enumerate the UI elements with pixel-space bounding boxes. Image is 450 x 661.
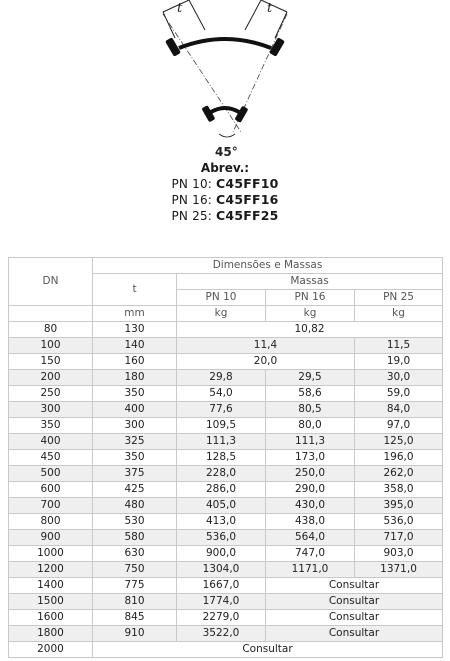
cell-pn25: 903,0 <box>355 546 443 562</box>
cell-dn: 1200 <box>9 562 93 578</box>
cell-pn10: 77,6 <box>177 402 266 418</box>
cell-t: 300 <box>93 418 177 434</box>
table-row <box>9 338 443 354</box>
header-pn10: PN 10 <box>177 290 266 306</box>
header-dn: DN <box>9 258 93 306</box>
cell-pn16: 438,0 <box>266 514 355 530</box>
table-row <box>9 642 443 658</box>
cell-dn: 900 <box>9 530 93 546</box>
cell-t: 910 <box>93 626 177 642</box>
table-row <box>9 498 443 514</box>
header-massas: Massas <box>177 274 443 290</box>
cell-mass-all: 10,82 <box>177 322 443 338</box>
cell-t: 810 <box>93 594 177 610</box>
header-pn25: PN 25 <box>355 290 443 306</box>
cell-pn10: 228,0 <box>177 466 266 482</box>
cell-consultar: Consultar <box>93 642 443 658</box>
cell-dn: 1400 <box>9 578 93 594</box>
cell-t: 580 <box>93 530 177 546</box>
cell-dn: 150 <box>9 354 93 370</box>
cell-dn: 450 <box>9 450 93 466</box>
cell-pn10: 1774,0 <box>177 594 266 610</box>
table-row <box>9 370 443 386</box>
abbreviation-line-pn10: PN 10: C45FF10 <box>171 176 279 191</box>
cell-pn25: 125,0 <box>355 434 443 450</box>
table-row <box>9 514 443 530</box>
cell-pn25: 59,0 <box>355 386 443 402</box>
cell-dn: 600 <box>9 482 93 498</box>
cell-pn10: 536,0 <box>177 530 266 546</box>
cell-dn: 100 <box>9 338 93 354</box>
cell-pn10: 405,0 <box>177 498 266 514</box>
table-row <box>9 450 443 466</box>
cell-dn: 350 <box>9 418 93 434</box>
cell-pn25: 1371,0 <box>355 562 443 578</box>
table-row <box>9 418 443 434</box>
cell-t: 325 <box>93 434 177 450</box>
cell-t: 350 <box>93 386 177 402</box>
cell-dn: 700 <box>9 498 93 514</box>
cell-t: 480 <box>93 498 177 514</box>
table-row <box>9 546 443 562</box>
t-label-right: t <box>267 1 273 16</box>
cell-dn: 1600 <box>9 610 93 626</box>
cell-pn16: 80,0 <box>266 418 355 434</box>
cell-pn25: 196,0 <box>355 450 443 466</box>
table-row <box>9 626 443 642</box>
cell-pn16: 173,0 <box>266 450 355 466</box>
table-body <box>9 322 443 658</box>
cell-pn25: 395,0 <box>355 498 443 514</box>
cell-dn: 2000 <box>9 642 93 658</box>
cell-pn16: 58,6 <box>266 386 355 402</box>
cell-pn25: 262,0 <box>355 466 443 482</box>
cell-dn: 300 <box>9 402 93 418</box>
unit-t: mm <box>93 306 177 322</box>
cell-pn10: 128,5 <box>177 450 266 466</box>
cell-t: 775 <box>93 578 177 594</box>
cell-dn: 80 <box>9 322 93 338</box>
cell-t: 160 <box>93 354 177 370</box>
cell-dn: 250 <box>9 386 93 402</box>
cell-dn: 500 <box>9 466 93 482</box>
cell-pn25: 11,5 <box>355 338 443 354</box>
cell-pn10: 2279,0 <box>177 610 266 626</box>
table-row <box>9 402 443 418</box>
table-row <box>9 530 443 546</box>
cell-pn16: 1171,0 <box>266 562 355 578</box>
cell-pn25: 536,0 <box>355 514 443 530</box>
cell-dn: 1000 <box>9 546 93 562</box>
cell-pn10: 286,0 <box>177 482 266 498</box>
cell-pn10: 1667,0 <box>177 578 266 594</box>
cell-pn25: 30,0 <box>355 370 443 386</box>
cell-mass-pn10-pn16: 11,4 <box>177 338 355 354</box>
table-row <box>9 386 443 402</box>
cell-pn10: 1304,0 <box>177 562 266 578</box>
t-label-left: t <box>177 1 183 16</box>
abbreviation-title: Abrev.: <box>200 161 250 175</box>
header-pn16: PN 16 <box>266 290 355 306</box>
cell-pn10: 900,0 <box>177 546 266 562</box>
angle-label: 45° <box>215 145 238 159</box>
cell-pn10: 3522,0 <box>177 626 266 642</box>
cell-t: 750 <box>93 562 177 578</box>
unit-pn25: kg <box>355 306 443 322</box>
cell-dn: 1800 <box>9 626 93 642</box>
cell-pn25: 84,0 <box>355 402 443 418</box>
table-row <box>9 434 443 450</box>
cell-t: 845 <box>93 610 177 626</box>
cell-t: 400 <box>93 402 177 418</box>
bend-45-drawing <box>155 0 295 160</box>
abbreviation-line-pn25: PN 25: C45FF25 <box>171 208 279 223</box>
table-row <box>9 578 443 594</box>
cell-pn16: 80,5 <box>266 402 355 418</box>
cell-pn10: 54,0 <box>177 386 266 402</box>
cell-t: 130 <box>93 322 177 338</box>
abbreviation-block <box>0 160 450 224</box>
cell-pn25: 97,0 <box>355 418 443 434</box>
cell-mass-pn10-pn16: 20,0 <box>177 354 355 370</box>
header-dimensions: Dimensões e Massas <box>93 258 443 274</box>
unit-pn10: kg <box>177 306 266 322</box>
cell-t: 180 <box>93 370 177 386</box>
cell-t: 425 <box>93 482 177 498</box>
cell-pn16: 747,0 <box>266 546 355 562</box>
cell-pn25: 717,0 <box>355 530 443 546</box>
cell-pn25: 358,0 <box>355 482 443 498</box>
cell-t: 140 <box>93 338 177 354</box>
cell-pn10: 111,3 <box>177 434 266 450</box>
cell-pn16: 111,3 <box>266 434 355 450</box>
table-row <box>9 562 443 578</box>
header-t: t <box>93 274 177 306</box>
header-dn-unit <box>9 306 93 322</box>
cell-mass-pn16-pn25: Consultar <box>266 626 443 642</box>
table-row <box>9 482 443 498</box>
cell-dn: 400 <box>9 434 93 450</box>
cell-dn: 800 <box>9 514 93 530</box>
table-row <box>9 466 443 482</box>
table-row <box>9 610 443 626</box>
cell-t: 350 <box>93 450 177 466</box>
cell-pn25: 19,0 <box>355 354 443 370</box>
cell-pn16: 29,5 <box>266 370 355 386</box>
dimensions-table <box>8 257 443 658</box>
table-row <box>9 354 443 370</box>
cell-pn16: 430,0 <box>266 498 355 514</box>
unit-pn16: kg <box>266 306 355 322</box>
cell-pn16: 564,0 <box>266 530 355 546</box>
abbreviation-line-pn16: PN 16: C45FF16 <box>171 192 279 207</box>
cell-dn: 1500 <box>9 594 93 610</box>
cell-pn10: 109,5 <box>177 418 266 434</box>
dimensions-table-wrapper <box>8 257 442 658</box>
bend-diagram <box>155 0 295 160</box>
cell-t: 530 <box>93 514 177 530</box>
cell-mass-pn16-pn25: Consultar <box>266 610 443 626</box>
cell-dn: 200 <box>9 370 93 386</box>
table-row <box>9 322 443 338</box>
cell-mass-pn16-pn25: Consultar <box>266 594 443 610</box>
cell-pn16: 250,0 <box>266 466 355 482</box>
cell-pn16: 290,0 <box>266 482 355 498</box>
cell-t: 375 <box>93 466 177 482</box>
table-row <box>9 594 443 610</box>
cell-t: 630 <box>93 546 177 562</box>
cell-pn10: 29,8 <box>177 370 266 386</box>
cell-mass-pn16-pn25: Consultar <box>266 578 443 594</box>
cell-pn10: 413,0 <box>177 514 266 530</box>
